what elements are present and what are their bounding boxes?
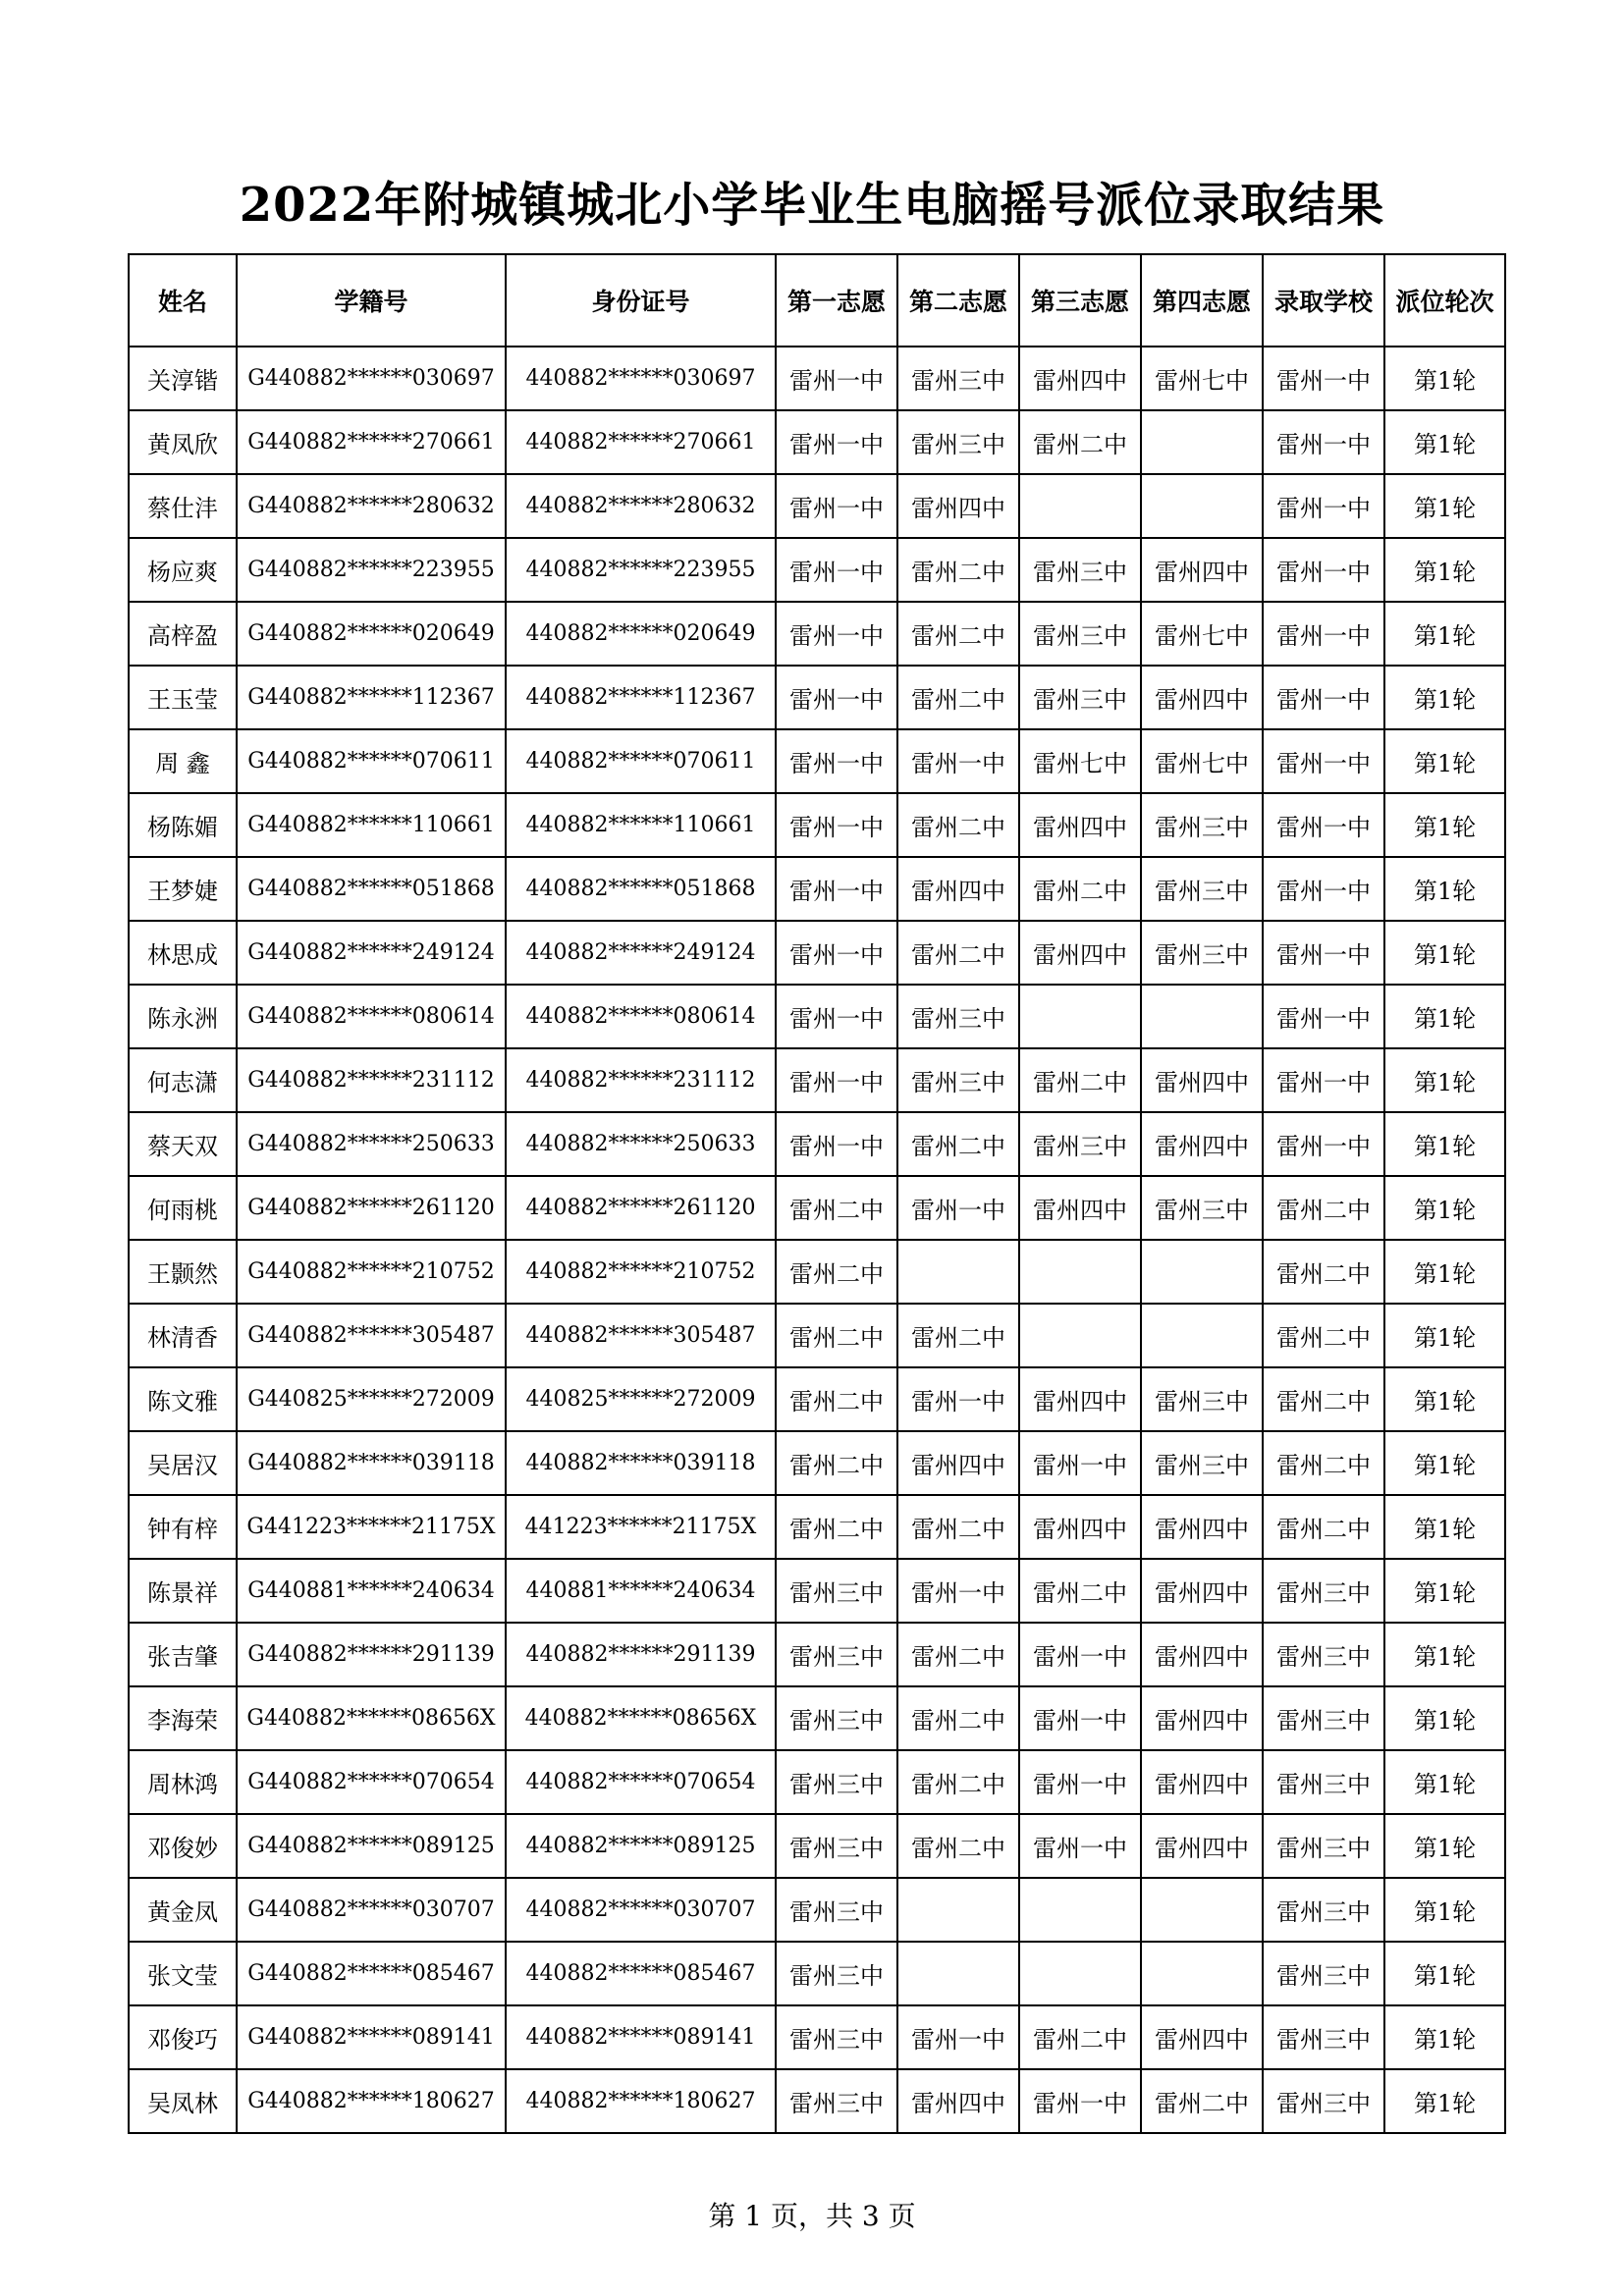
cell-choice-1: 雷州一中 <box>776 1112 897 1176</box>
cell-round: 第1轮 <box>1384 985 1505 1048</box>
cell-choice-3: 雷州一中 <box>1019 1623 1141 1686</box>
cell-id-card: 440882******210752 <box>506 1240 776 1304</box>
cell-admitted-school: 雷州一中 <box>1263 921 1384 985</box>
cell-choice-1: 雷州一中 <box>776 857 897 921</box>
cell-round: 第1轮 <box>1384 921 1505 985</box>
cell-round: 第1轮 <box>1384 1495 1505 1559</box>
cell-choice-2: 雷州一中 <box>897 1559 1019 1623</box>
cell-admitted-school: 雷州一中 <box>1263 666 1384 729</box>
cell-choice-1: 雷州二中 <box>776 1304 897 1367</box>
cell-round: 第1轮 <box>1384 602 1505 666</box>
cell-choice-4: 雷州三中 <box>1141 921 1263 985</box>
cell-choice-1: 雷州三中 <box>776 1686 897 1750</box>
cell-name: 李海荣 <box>129 1686 237 1750</box>
cell-choice-3 <box>1019 1240 1141 1304</box>
cell-name: 陈文雅 <box>129 1367 237 1431</box>
cell-round: 第1轮 <box>1384 793 1505 857</box>
cell-student-id: G440882******305487 <box>237 1304 506 1367</box>
cell-admitted-school: 雷州三中 <box>1263 2005 1384 2069</box>
cell-name: 吴凤林 <box>129 2069 237 2133</box>
cell-choice-2: 雷州一中 <box>897 729 1019 793</box>
cell-choice-4: 雷州四中 <box>1141 1623 1263 1686</box>
cell-student-id: G440882******085467 <box>237 1942 506 2005</box>
cell-choice-3: 雷州三中 <box>1019 1112 1141 1176</box>
cell-round: 第1轮 <box>1384 1048 1505 1112</box>
cell-choice-3 <box>1019 1942 1141 2005</box>
cell-id-card: 440882******08656X <box>506 1686 776 1750</box>
cell-choice-3: 雷州二中 <box>1019 410 1141 474</box>
cell-round: 第1轮 <box>1384 729 1505 793</box>
cell-id-card: 441223******21175X <box>506 1495 776 1559</box>
cell-choice-1: 雷州三中 <box>776 2069 897 2133</box>
cell-name: 林思成 <box>129 921 237 985</box>
cell-round: 第1轮 <box>1384 1878 1505 1942</box>
cell-choice-2: 雷州三中 <box>897 410 1019 474</box>
cell-choice-1: 雷州三中 <box>776 1878 897 1942</box>
cell-choice-2: 雷州四中 <box>897 1431 1019 1495</box>
cell-choice-1: 雷州一中 <box>776 602 897 666</box>
cell-choice-3: 雷州四中 <box>1019 1367 1141 1431</box>
cell-student-id: G440882******110661 <box>237 793 506 857</box>
cell-choice-3: 雷州一中 <box>1019 2069 1141 2133</box>
cell-choice-1: 雷州一中 <box>776 1048 897 1112</box>
cell-admitted-school: 雷州二中 <box>1263 1367 1384 1431</box>
cell-name: 高梓盈 <box>129 602 237 666</box>
cell-student-id: G440882******210752 <box>237 1240 506 1304</box>
cell-student-id: G440882******08656X <box>237 1686 506 1750</box>
cell-id-card: 440882******070654 <box>506 1750 776 1814</box>
cell-choice-4 <box>1141 985 1263 1048</box>
cell-admitted-school: 雷州一中 <box>1263 793 1384 857</box>
cell-student-id: G440882******270661 <box>237 410 506 474</box>
cell-id-card: 440882******223955 <box>506 538 776 602</box>
cell-round: 第1轮 <box>1384 347 1505 410</box>
cell-choice-4: 雷州四中 <box>1141 1495 1263 1559</box>
cell-choice-3: 雷州四中 <box>1019 1176 1141 1240</box>
cell-choice-4: 雷州二中 <box>1141 2069 1263 2133</box>
cell-round: 第1轮 <box>1384 1431 1505 1495</box>
cell-name: 杨应爽 <box>129 538 237 602</box>
cell-choice-3: 雷州四中 <box>1019 1495 1141 1559</box>
cell-admitted-school: 雷州一中 <box>1263 1112 1384 1176</box>
cell-choice-2: 雷州二中 <box>897 538 1019 602</box>
cell-round: 第1轮 <box>1384 1176 1505 1240</box>
cell-name: 陈永洲 <box>129 985 237 1048</box>
cell-student-id: G440881******240634 <box>237 1559 506 1623</box>
cell-admitted-school: 雷州二中 <box>1263 1176 1384 1240</box>
cell-student-id: G440825******272009 <box>237 1367 506 1431</box>
cell-admitted-school: 雷州一中 <box>1263 538 1384 602</box>
cell-choice-2: 雷州二中 <box>897 1495 1019 1559</box>
cell-choice-3: 雷州四中 <box>1019 921 1141 985</box>
cell-choice-4: 雷州四中 <box>1141 1559 1263 1623</box>
cell-admitted-school: 雷州三中 <box>1263 1686 1384 1750</box>
cell-id-card: 440825******272009 <box>506 1367 776 1431</box>
cell-choice-1: 雷州二中 <box>776 1240 897 1304</box>
cell-id-card: 440882******231112 <box>506 1048 776 1112</box>
cell-round: 第1轮 <box>1384 1559 1505 1623</box>
cell-name: 关淳锴 <box>129 347 237 410</box>
cell-admitted-school: 雷州二中 <box>1263 1240 1384 1304</box>
cell-choice-4: 雷州七中 <box>1141 602 1263 666</box>
cell-choice-2: 雷州一中 <box>897 1176 1019 1240</box>
page-footer: 第 1 页，共 3 页 <box>708 2200 916 2232</box>
cell-choice-1: 雷州一中 <box>776 410 897 474</box>
column-header-choice-1: 第一志愿 <box>776 254 897 347</box>
table-row <box>129 347 1505 410</box>
cell-choice-2: 雷州二中 <box>897 1623 1019 1686</box>
cell-choice-3: 雷州一中 <box>1019 1814 1141 1878</box>
cell-admitted-school: 雷州一中 <box>1263 347 1384 410</box>
cell-choice-3: 雷州二中 <box>1019 2005 1141 2069</box>
cell-name: 钟有梓 <box>129 1495 237 1559</box>
cell-id-card: 440882******270661 <box>506 410 776 474</box>
cell-choice-4: 雷州四中 <box>1141 1048 1263 1112</box>
cell-round: 第1轮 <box>1384 2069 1505 2133</box>
cell-name: 林清香 <box>129 1304 237 1367</box>
cell-name: 何雨桃 <box>129 1176 237 1240</box>
cell-round: 第1轮 <box>1384 666 1505 729</box>
table-row <box>129 474 1505 538</box>
cell-choice-2: 雷州三中 <box>897 985 1019 1048</box>
cell-student-id: G440882******291139 <box>237 1623 506 1686</box>
cell-student-id: G440882******080614 <box>237 985 506 1048</box>
cell-id-card: 440882******039118 <box>506 1431 776 1495</box>
cell-round: 第1轮 <box>1384 474 1505 538</box>
cell-id-card: 440882******305487 <box>506 1304 776 1367</box>
cell-round: 第1轮 <box>1384 2005 1505 2069</box>
cell-admitted-school: 雷州一中 <box>1263 474 1384 538</box>
cell-student-id: G440882******039118 <box>237 1431 506 1495</box>
cell-admitted-school: 雷州一中 <box>1263 985 1384 1048</box>
cell-choice-1: 雷州二中 <box>776 1176 897 1240</box>
cell-name: 王梦婕 <box>129 857 237 921</box>
cell-id-card: 440882******070611 <box>506 729 776 793</box>
cell-choice-3: 雷州三中 <box>1019 666 1141 729</box>
cell-choice-4: 雷州四中 <box>1141 2005 1263 2069</box>
cell-choice-3 <box>1019 985 1141 1048</box>
cell-id-card: 440882******291139 <box>506 1623 776 1686</box>
table-row <box>129 1814 1505 1878</box>
table-row <box>129 602 1505 666</box>
cell-choice-4: 雷州三中 <box>1141 857 1263 921</box>
cell-choice-4: 雷州三中 <box>1141 1367 1263 1431</box>
cell-name: 王颢然 <box>129 1240 237 1304</box>
table-row <box>129 410 1505 474</box>
table-row <box>129 666 1505 729</box>
cell-choice-2: 雷州二中 <box>897 666 1019 729</box>
cell-choice-3: 雷州二中 <box>1019 857 1141 921</box>
cell-choice-1: 雷州三中 <box>776 2005 897 2069</box>
cell-choice-1: 雷州一中 <box>776 474 897 538</box>
cell-choice-3: 雷州四中 <box>1019 347 1141 410</box>
cell-choice-1: 雷州一中 <box>776 729 897 793</box>
cell-admitted-school: 雷州三中 <box>1263 1750 1384 1814</box>
table-row <box>129 1367 1505 1431</box>
cell-id-card: 440882******250633 <box>506 1112 776 1176</box>
cell-id-card: 440882******249124 <box>506 921 776 985</box>
cell-choice-2 <box>897 1878 1019 1942</box>
cell-choice-4 <box>1141 1304 1263 1367</box>
table-body <box>129 347 1505 2133</box>
table-row <box>129 1878 1505 1942</box>
cell-id-card: 440882******030707 <box>506 1878 776 1942</box>
cell-round: 第1轮 <box>1384 1814 1505 1878</box>
cell-admitted-school: 雷州三中 <box>1263 1942 1384 2005</box>
cell-admitted-school: 雷州三中 <box>1263 1559 1384 1623</box>
cell-choice-3 <box>1019 1878 1141 1942</box>
table-row <box>129 1942 1505 2005</box>
cell-round: 第1轮 <box>1384 410 1505 474</box>
cell-id-card: 440882******180627 <box>506 2069 776 2133</box>
cell-name: 邓俊巧 <box>129 2005 237 2069</box>
cell-name: 邓俊妙 <box>129 1814 237 1878</box>
cell-round: 第1轮 <box>1384 1942 1505 2005</box>
cell-choice-4: 雷州四中 <box>1141 666 1263 729</box>
cell-name: 黄凤欣 <box>129 410 237 474</box>
cell-choice-2: 雷州四中 <box>897 857 1019 921</box>
table-row <box>129 538 1505 602</box>
cell-choice-2: 雷州二中 <box>897 1750 1019 1814</box>
cell-student-id: G440882******280632 <box>237 474 506 538</box>
cell-id-card: 440882******089141 <box>506 2005 776 2069</box>
cell-choice-3: 雷州七中 <box>1019 729 1141 793</box>
cell-name: 周林鸿 <box>129 1750 237 1814</box>
cell-choice-4: 雷州三中 <box>1141 793 1263 857</box>
cell-choice-2: 雷州二中 <box>897 921 1019 985</box>
cell-choice-4: 雷州七中 <box>1141 729 1263 793</box>
cell-round: 第1轮 <box>1384 1240 1505 1304</box>
cell-admitted-school: 雷州二中 <box>1263 1431 1384 1495</box>
cell-choice-4: 雷州三中 <box>1141 1431 1263 1495</box>
cell-choice-3: 雷州一中 <box>1019 1686 1141 1750</box>
cell-choice-3: 雷州二中 <box>1019 1559 1141 1623</box>
cell-round: 第1轮 <box>1384 1367 1505 1431</box>
cell-round: 第1轮 <box>1384 1112 1505 1176</box>
table-row <box>129 2005 1505 2069</box>
cell-round: 第1轮 <box>1384 1750 1505 1814</box>
cell-choice-3: 雷州三中 <box>1019 538 1141 602</box>
cell-choice-4: 雷州四中 <box>1141 1686 1263 1750</box>
cell-admitted-school: 雷州三中 <box>1263 1623 1384 1686</box>
cell-student-id: G440882******261120 <box>237 1176 506 1240</box>
cell-choice-3: 雷州四中 <box>1019 793 1141 857</box>
cell-name: 周 鑫 <box>129 729 237 793</box>
table-row <box>129 857 1505 921</box>
cell-choice-4: 雷州四中 <box>1141 1814 1263 1878</box>
cell-id-card: 440882******280632 <box>506 474 776 538</box>
table-row <box>129 1431 1505 1495</box>
column-header-choice-2: 第二志愿 <box>897 254 1019 347</box>
cell-admitted-school: 雷州一中 <box>1263 729 1384 793</box>
cell-choice-1: 雷州一中 <box>776 538 897 602</box>
cell-student-id: G440882******089125 <box>237 1814 506 1878</box>
cell-student-id: G440882******249124 <box>237 921 506 985</box>
cell-admitted-school: 雷州一中 <box>1263 857 1384 921</box>
cell-choice-1: 雷州三中 <box>776 1623 897 1686</box>
table-row <box>129 1559 1505 1623</box>
cell-choice-1: 雷州三中 <box>776 1942 897 2005</box>
cell-choice-2 <box>897 1942 1019 2005</box>
cell-choice-2: 雷州四中 <box>897 474 1019 538</box>
cell-choice-2: 雷州一中 <box>897 1367 1019 1431</box>
cell-admitted-school: 雷州三中 <box>1263 2069 1384 2133</box>
cell-student-id: G440882******070611 <box>237 729 506 793</box>
cell-choice-4 <box>1141 474 1263 538</box>
cell-choice-2: 雷州四中 <box>897 2069 1019 2133</box>
cell-choice-2: 雷州三中 <box>897 1048 1019 1112</box>
cell-id-card: 440882******030697 <box>506 347 776 410</box>
cell-choice-4: 雷州四中 <box>1141 538 1263 602</box>
column-header-choice-3: 第三志愿 <box>1019 254 1141 347</box>
cell-student-id: G440882******112367 <box>237 666 506 729</box>
cell-student-id: G440882******231112 <box>237 1048 506 1112</box>
cell-student-id: G440882******250633 <box>237 1112 506 1176</box>
cell-round: 第1轮 <box>1384 857 1505 921</box>
table-row <box>129 1686 1505 1750</box>
cell-choice-4: 雷州七中 <box>1141 347 1263 410</box>
cell-choice-2: 雷州二中 <box>897 1814 1019 1878</box>
column-header-name: 姓名 <box>129 254 237 347</box>
cell-round: 第1轮 <box>1384 1623 1505 1686</box>
cell-choice-2: 雷州一中 <box>897 2005 1019 2069</box>
table-row <box>129 985 1505 1048</box>
cell-id-card: 440882******110661 <box>506 793 776 857</box>
cell-id-card: 440882******080614 <box>506 985 776 1048</box>
cell-choice-4: 雷州三中 <box>1141 1176 1263 1240</box>
table-row <box>129 1304 1505 1367</box>
cell-round: 第1轮 <box>1384 1686 1505 1750</box>
cell-admitted-school: 雷州一中 <box>1263 410 1384 474</box>
cell-admitted-school: 雷州三中 <box>1263 1814 1384 1878</box>
table-row <box>129 793 1505 857</box>
cell-id-card: 440882******085467 <box>506 1942 776 2005</box>
cell-round: 第1轮 <box>1384 1304 1505 1367</box>
cell-choice-1: 雷州二中 <box>776 1495 897 1559</box>
table-row <box>129 1176 1505 1240</box>
table-row <box>129 1750 1505 1814</box>
table-header-row <box>129 254 1505 347</box>
cell-choice-4: 雷州四中 <box>1141 1750 1263 1814</box>
cell-name: 吴居汉 <box>129 1431 237 1495</box>
column-header-admitted-school: 录取学校 <box>1263 254 1384 347</box>
cell-choice-1: 雷州一中 <box>776 985 897 1048</box>
table-row <box>129 1495 1505 1559</box>
cell-choice-2 <box>897 1240 1019 1304</box>
table-row <box>129 1112 1505 1176</box>
cell-name: 张文莹 <box>129 1942 237 2005</box>
cell-student-id: G440882******020649 <box>237 602 506 666</box>
cell-choice-2: 雷州三中 <box>897 347 1019 410</box>
cell-id-card: 440882******051868 <box>506 857 776 921</box>
column-header-choice-4: 第四志愿 <box>1141 254 1263 347</box>
cell-student-id: G440882******051868 <box>237 857 506 921</box>
cell-name: 王玉莹 <box>129 666 237 729</box>
column-header-round: 派位轮次 <box>1384 254 1505 347</box>
cell-name: 何志潇 <box>129 1048 237 1112</box>
cell-round: 第1轮 <box>1384 538 1505 602</box>
cell-choice-4 <box>1141 1942 1263 2005</box>
cell-choice-4 <box>1141 1878 1263 1942</box>
cell-student-id: G440882******070654 <box>237 1750 506 1814</box>
cell-id-card: 440881******240634 <box>506 1559 776 1623</box>
cell-admitted-school: 雷州一中 <box>1263 602 1384 666</box>
admission-results-table <box>128 253 1506 2134</box>
cell-name: 杨陈媚 <box>129 793 237 857</box>
cell-choice-3: 雷州一中 <box>1019 1750 1141 1814</box>
cell-choice-4 <box>1141 410 1263 474</box>
cell-choice-1: 雷州一中 <box>776 921 897 985</box>
cell-id-card: 440882******261120 <box>506 1176 776 1240</box>
column-header-student-id: 学籍号 <box>237 254 506 347</box>
cell-choice-3: 雷州三中 <box>1019 602 1141 666</box>
cell-student-id: G440882******180627 <box>237 2069 506 2133</box>
cell-student-id: G440882******089141 <box>237 2005 506 2069</box>
cell-choice-1: 雷州三中 <box>776 1750 897 1814</box>
cell-choice-2: 雷州二中 <box>897 793 1019 857</box>
table-row <box>129 1240 1505 1304</box>
cell-choice-3 <box>1019 474 1141 538</box>
cell-id-card: 440882******020649 <box>506 602 776 666</box>
cell-choice-2: 雷州二中 <box>897 1112 1019 1176</box>
cell-name: 蔡天双 <box>129 1112 237 1176</box>
cell-student-id: G440882******223955 <box>237 538 506 602</box>
cell-choice-1: 雷州一中 <box>776 793 897 857</box>
cell-choice-1: 雷州三中 <box>776 1814 897 1878</box>
cell-admitted-school: 雷州三中 <box>1263 1878 1384 1942</box>
cell-student-id: G440882******030707 <box>237 1878 506 1942</box>
table-row <box>129 729 1505 793</box>
table-row <box>129 1623 1505 1686</box>
cell-choice-1: 雷州一中 <box>776 347 897 410</box>
cell-name: 黄金凤 <box>129 1878 237 1942</box>
cell-admitted-school: 雷州一中 <box>1263 1048 1384 1112</box>
cell-name: 蔡仕沣 <box>129 474 237 538</box>
column-header-id-card: 身份证号 <box>506 254 776 347</box>
cell-id-card: 440882******112367 <box>506 666 776 729</box>
table-row <box>129 1048 1505 1112</box>
cell-student-id: G440882******030697 <box>237 347 506 410</box>
cell-choice-2: 雷州二中 <box>897 602 1019 666</box>
cell-choice-4: 雷州四中 <box>1141 1112 1263 1176</box>
cell-choice-4 <box>1141 1240 1263 1304</box>
cell-choice-1: 雷州二中 <box>776 1431 897 1495</box>
cell-choice-1: 雷州三中 <box>776 1559 897 1623</box>
table-row <box>129 2069 1505 2133</box>
cell-admitted-school: 雷州二中 <box>1263 1495 1384 1559</box>
cell-admitted-school: 雷州二中 <box>1263 1304 1384 1367</box>
cell-choice-2: 雷州二中 <box>897 1304 1019 1367</box>
page-title: 2022年附城镇城北小学毕业生电脑摇号派位录取结果 <box>239 178 1385 233</box>
cell-student-id: G441223******21175X <box>237 1495 506 1559</box>
cell-choice-3: 雷州一中 <box>1019 1431 1141 1495</box>
cell-name: 陈景祥 <box>129 1559 237 1623</box>
cell-choice-1: 雷州一中 <box>776 666 897 729</box>
table-row <box>129 921 1505 985</box>
cell-name: 张吉肇 <box>129 1623 237 1686</box>
cell-id-card: 440882******089125 <box>506 1814 776 1878</box>
cell-choice-1: 雷州二中 <box>776 1367 897 1431</box>
cell-choice-2: 雷州二中 <box>897 1686 1019 1750</box>
cell-choice-3 <box>1019 1304 1141 1367</box>
cell-choice-3: 雷州二中 <box>1019 1048 1141 1112</box>
